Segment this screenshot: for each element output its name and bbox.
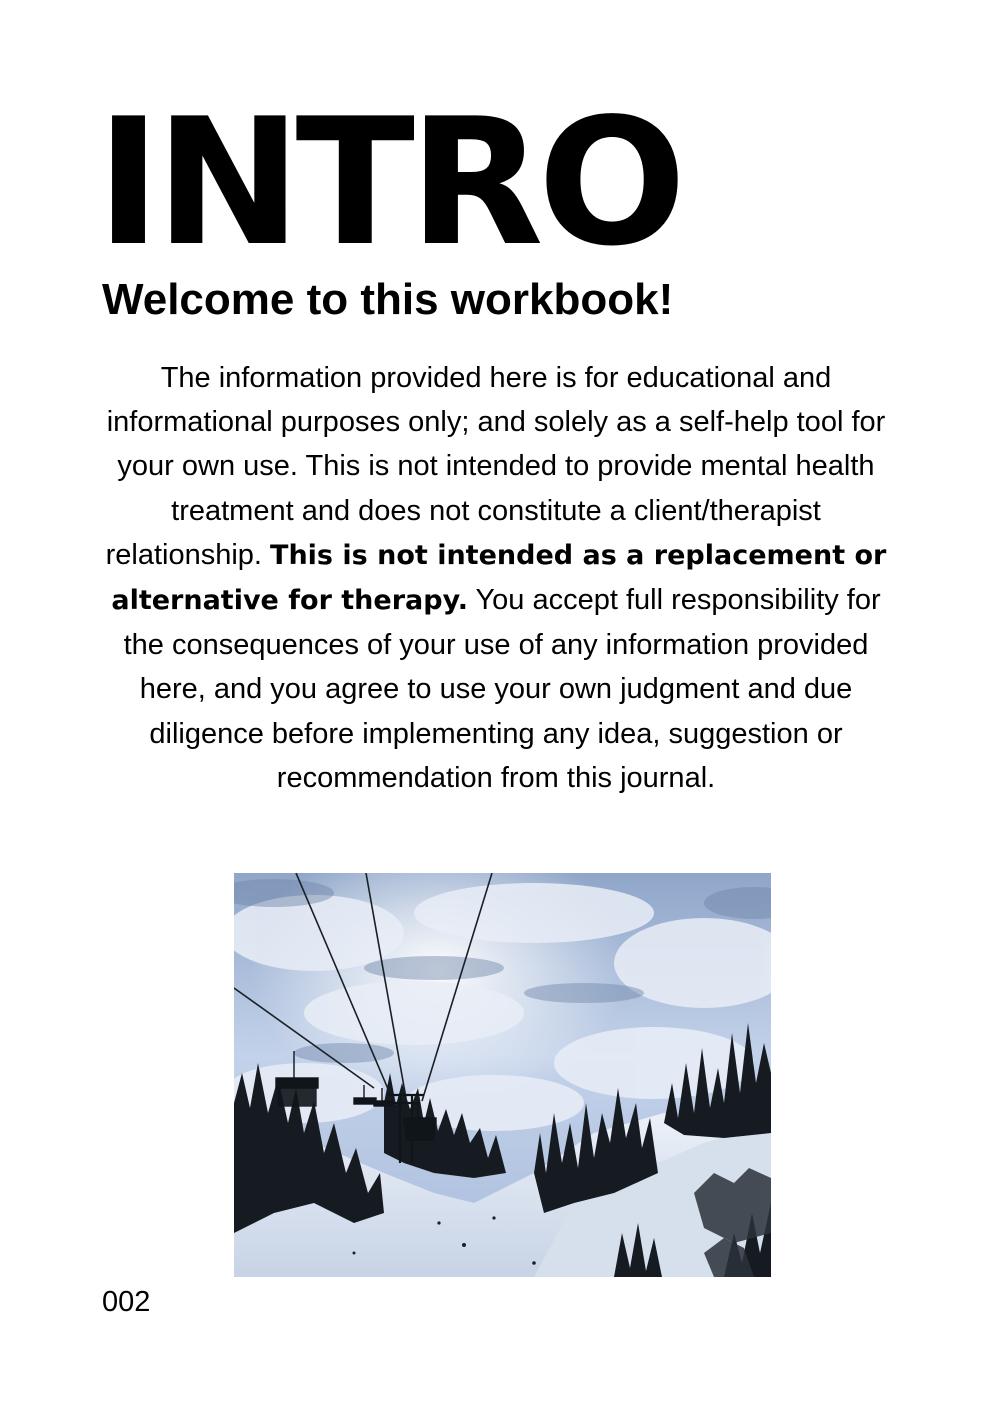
disclaimer-paragraph [90, 356, 902, 800]
page-title: INTRO [96, 82, 681, 285]
disclaimer-text-responsibility: You accept full responsibility for the consequences of your use of any information provided here, and you agree to use your own judgment and due diligence before implementing any idea, suggestion or recommendation from this journal. [123, 584, 881, 794]
page-subtitle: Welcome to this workbook! [102, 275, 674, 324]
disclaimer-text-intro: The information provided here is for educational and informational purposes only; and solely as a self-help tool for your own use. This is not intended to provide mental health treatment and does not constitute a client/therapist relationship. [105, 362, 886, 571]
page-number: 002 [102, 1286, 151, 1318]
disclaimer-emphasis: This is not intended as a replacement or alternative for therapy. [111, 539, 887, 617]
chairlift-photo [234, 873, 771, 1277]
chairlift-photo-illustration [234, 873, 771, 1277]
